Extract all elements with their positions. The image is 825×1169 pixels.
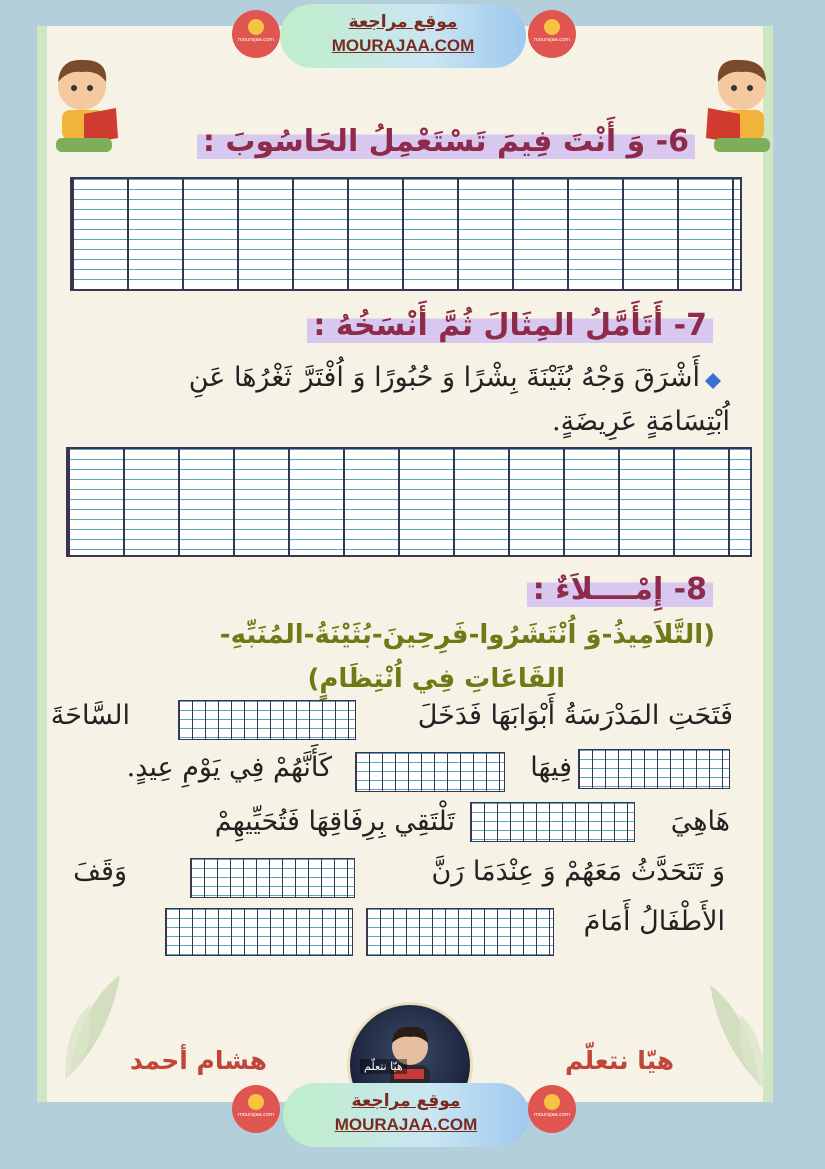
logo-caption: mourajaa.com [237, 37, 274, 43]
model-sentence-line-2: اُبْتِسَامَةٍ عَرِيضَةٍ. [552, 406, 730, 437]
blank-grid-7[interactable] [165, 908, 353, 956]
reading-kid-right-icon [700, 52, 780, 157]
section-6-heading [197, 124, 695, 159]
section-7-heading-text: 7- أَتَأَمَّلُ المِثَالَ ثُمَّ أَنْسَخُهُ : [307, 308, 713, 343]
logo-icon [248, 19, 264, 35]
dictation-text-2b: كَأَنَّهُمْ فِي يَوْمِ عِيدٍ. [126, 752, 332, 783]
dictation-text-4a: وَ تَتَحَدَّثُ مَعَهُمْ وَ عِنْدَمَا رَنَّ [431, 856, 725, 887]
dictation-text-1b: السَّاحَةَ [50, 700, 130, 731]
section-8-heading [527, 572, 713, 607]
site-logo-left-bottom [232, 1085, 280, 1133]
logo-icon [248, 1094, 264, 1110]
blank-grid-3[interactable] [355, 752, 505, 792]
leaf-decoration-right-icon [700, 975, 770, 1095]
blank-grid-5[interactable] [190, 858, 355, 898]
badge-latin: MOURAJAA.COM [331, 36, 475, 55]
section-8-heading-text: 8- إِمْــــلاَءٌ : [527, 572, 713, 607]
photo-caption: هيّا نتعلّم [360, 1059, 407, 1074]
blank-grid-6[interactable] [366, 908, 554, 956]
writing-grid-section-6[interactable] [70, 177, 742, 291]
blank-grid-2[interactable] [578, 749, 730, 789]
section-6-heading-text: 6- وَ أَنْتَ فِيمَ تَسْتَعْمِلُ الحَاسُوبَ : [197, 124, 695, 159]
model-sentence-line-1: أَشْرَقَ وَجْهُ بُثَيْنَةَ بِشْرًا وَ حُبُورًا وَ اُفْتَرَّ ثَغْرُهَا عَنِ [188, 362, 700, 393]
logo-icon [544, 1094, 560, 1110]
logo-caption: mourajaa.com [533, 37, 570, 43]
site-badge-bottom[interactable] [283, 1083, 529, 1147]
leaf-decoration-left-icon [60, 965, 130, 1085]
dictation-text-3b: تَلْتَقِي بِرِفَاقِهَا فَتُحَيِّيهِمْ [214, 806, 455, 837]
reading-kid-left-icon [46, 52, 126, 157]
signature-author: هشام أحمد [130, 1046, 267, 1075]
logo-icon [544, 19, 560, 35]
site-logo-right [528, 10, 576, 58]
dictation-words-line-1: (التَّلاَمِيذُ-وَ اُنْتَشَرُوا-فَرِحِينَ-بُثَيْنَةُ-المُنَبِّهِ- [219, 620, 715, 650]
site-badge-top[interactable] [280, 4, 526, 68]
dictation-text-2a: فِيهَا [530, 752, 572, 783]
logo-caption: mourajaa.com [533, 1112, 570, 1118]
blank-grid-4[interactable] [470, 802, 635, 842]
dictation-words-line-2: القَاعَاتِ فِي اُنْتِظَامٍ) [307, 664, 565, 694]
signature-slogan: هيّا نتعلّم [565, 1046, 675, 1075]
dictation-text-3a: هَاهِيَ [670, 806, 730, 837]
badge-latin: MOURAJAA.COM [334, 1115, 478, 1134]
dictation-text-5: الأَطْفَالُ أَمَامَ [583, 906, 725, 937]
section-7-heading [307, 308, 713, 343]
badge-arabic: موقع مراجعة [351, 1091, 461, 1111]
badge-arabic: موقع مراجعة [348, 12, 458, 32]
diamond-bullet-icon [704, 372, 722, 390]
site-logo-right-bottom [528, 1085, 576, 1133]
writing-grid-section-7[interactable] [66, 447, 752, 557]
dictation-text-4b: وَقَفَ [73, 856, 127, 887]
dictation-text-1a: فَتَحَتِ المَدْرَسَةُ أَبْوَابَهَا فَدَخَلَ [417, 700, 733, 731]
blank-grid-1[interactable] [178, 700, 356, 740]
site-logo-left [232, 10, 280, 58]
logo-caption: mourajaa.com [237, 1112, 274, 1118]
